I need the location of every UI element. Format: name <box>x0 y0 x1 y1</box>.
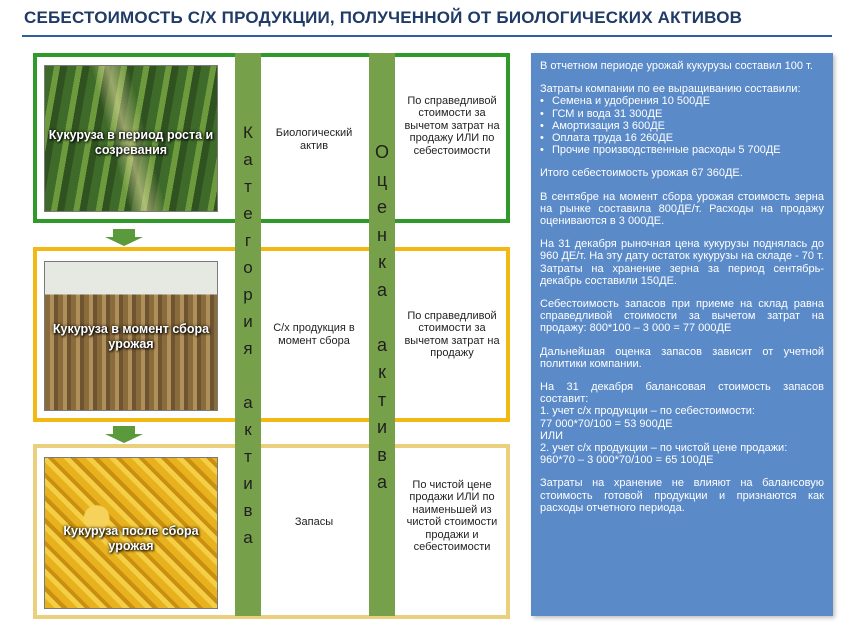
panel-text: ИЛИ <box>540 429 564 442</box>
valuation-letter: в <box>377 444 387 465</box>
category-letter: и <box>243 474 253 493</box>
valuation-letter: О <box>374 142 389 162</box>
category-letter: р <box>243 285 253 304</box>
panel-text: В отчетном периоде урожай кукурузы составил 100 т. <box>540 60 813 72</box>
category-letter: а <box>243 393 253 412</box>
category-letter: а <box>243 150 253 169</box>
valuation-letter: е <box>376 197 387 217</box>
category-letter: т <box>244 177 252 196</box>
valuation-harvest-produce: По справедливой стоимости за вычетом затрат на продажу <box>404 310 500 360</box>
valuation-letter <box>369 304 395 332</box>
panel-text: Итого себестоимость урожая 67 360ДЕ. <box>540 167 743 180</box>
valuation-letter: а <box>376 279 387 300</box>
category-letter <box>235 362 261 389</box>
photo-caption: Кукуруза в момент сбора урожая <box>52 322 210 351</box>
panel-text: Затраты на хранение не влияют на балансовую стоимость готовой продукции и признаются как расходы отчетного периода. <box>540 477 824 514</box>
category-letter: е <box>243 204 253 223</box>
category-letter: т <box>244 447 252 466</box>
corn-after-harvest-photo <box>44 457 218 609</box>
example-panel <box>531 53 833 616</box>
page-title: СЕБЕСТОИМОСТЬ С/Х ПРОДУКЦИИ, ПОЛУЧЕННОЙ ОТ БИОЛОГИЧЕСКИХ АКТИВОВ <box>24 8 743 27</box>
list-item: • Амортизация 3 600ДЕ <box>540 120 824 132</box>
category-letter: о <box>243 258 253 277</box>
category-letter: к <box>244 420 252 439</box>
panel-text: Затраты компании по ее выращиванию составили: <box>540 83 801 96</box>
category-inventory: Запасы <box>294 516 334 528</box>
category-letter: я <box>243 339 253 358</box>
valuation-letter: т <box>377 389 387 410</box>
title-underline <box>22 35 832 37</box>
list-item: • Оплата труда 16 260ДЕ <box>540 132 824 144</box>
category-biological-asset: Биологический актив <box>275 127 353 152</box>
cost-list <box>540 95 824 156</box>
photo-caption: Кукуруза после сбора урожая <box>63 524 199 553</box>
panel-text: Себестоимость запасов при приеме на склад равна справедливой стоимости за вычетом затрат на продажу: 800*100 – 3 000 = 77 000ДЕ <box>540 298 824 335</box>
corn-harvest-photo <box>44 261 218 411</box>
valuation-letter: а <box>376 472 387 492</box>
list-item: • Прочие производственные расходы 5 700ДЕ <box>540 144 824 156</box>
valuation-letter: н <box>377 224 387 245</box>
corn-growing-photo <box>44 65 218 212</box>
panel-text: На 31 декабря рыночная цена кукурузы поднялась до 960 ДЕ/т. На эту дату остаток кукурузы на складе - 70 т. Затраты на хранение зерна за период сентябрь-декабрь составили 150ДЕ. <box>540 238 824 287</box>
valuation-vertical-label <box>369 139 395 497</box>
panel-text: 2. учет с/х продукции – по чистой цене продажи: <box>540 442 788 455</box>
category-letter: и <box>243 312 253 331</box>
panel-text: 960*70 – 3 000*70/100 = 65 100ДЕ <box>540 454 714 467</box>
category-letter: в <box>243 501 253 520</box>
panel-text: На 31 декабря балансовая стоимость запасов составит: <box>540 381 824 406</box>
panel-text: 77 000*70/100 = 53 900ДЕ <box>540 417 673 430</box>
panel-text: В сентябре на момент сбора урожая стоимость зерна на рынке составила 800ДЕ/т. Расходы на продажу оцениваются в 3 000ДЕ. <box>540 190 824 228</box>
panel-text: 1. учет с/х продукции – по себестоимости: <box>540 405 755 418</box>
valuation-letter: ц <box>376 169 388 190</box>
category-letter: г <box>244 231 252 250</box>
category-letter: а <box>243 528 253 547</box>
list-item: • Семена и удобрения 10 500ДЕ <box>540 95 824 107</box>
category-harvest-produce: С/х продукция в момент сбора <box>273 322 355 347</box>
category-letter: К <box>243 123 253 142</box>
valuation-biological-asset: По справедливой стоимости за вычетом затрат на продажу ИЛИ по себестоимости <box>404 95 500 157</box>
valuation-letter: к <box>378 362 386 382</box>
valuation-letter: а <box>376 334 387 355</box>
panel-text: Дальнейшая оценка запасов зависит от учетной политики компании. <box>540 345 824 370</box>
photo-caption: Кукуруза в период роста и созревания <box>48 128 214 157</box>
category-vertical-label <box>235 119 261 551</box>
valuation-letter: к <box>378 252 386 272</box>
list-item: • ГСМ и вода 31 300ДЕ <box>540 108 824 120</box>
valuation-inventory: По чистой цене продажи ИЛИ по наименьшей из чистой стоимости продажи и себестоимости <box>406 479 498 554</box>
valuation-letter: и <box>376 417 388 437</box>
